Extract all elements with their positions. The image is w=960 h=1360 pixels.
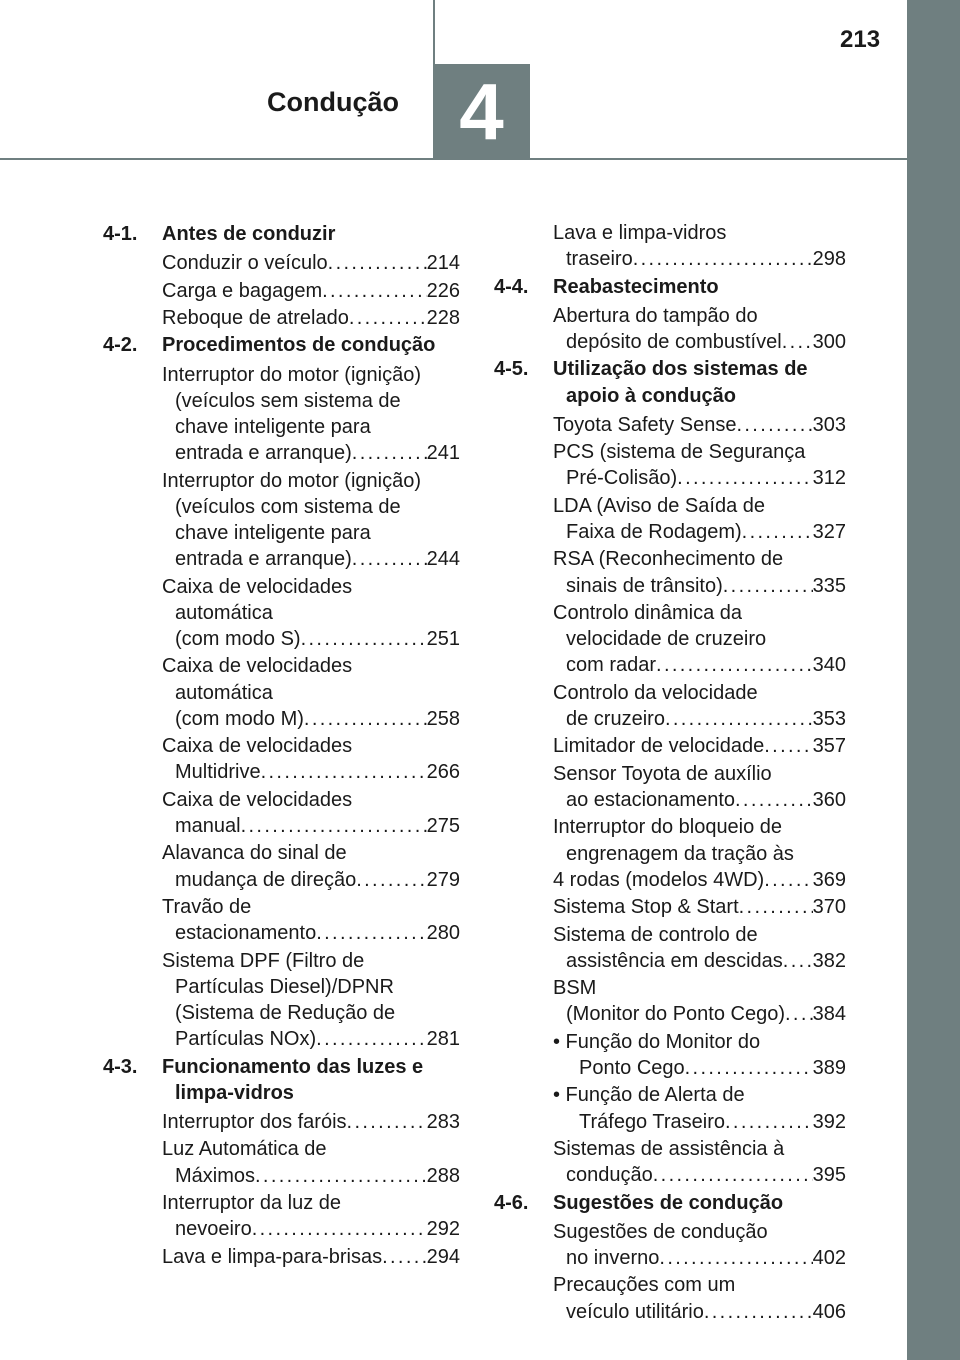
toc-entry[interactable] <box>162 840 460 892</box>
toc-section-heading <box>494 356 846 408</box>
entry-leader-line <box>553 519 846 545</box>
toc-entry[interactable] <box>162 574 460 653</box>
toc-entry[interactable] <box>162 468 460 573</box>
entry-text-line: Sugestões de condução <box>553 1220 768 1243</box>
toc-entry[interactable] <box>162 948 460 1053</box>
entry-text-line: Interruptor do motor (ignição) <box>162 469 422 492</box>
entry-leader-line <box>162 546 460 572</box>
entry-text-line: Sistema DPF (Filtro de <box>162 949 365 972</box>
entry-text-line: entrada e arranque) <box>175 548 352 571</box>
entry-leader-line <box>553 1055 846 1081</box>
toc-entry[interactable] <box>162 1109 460 1135</box>
entry-text-line: (veículos com sistema de <box>175 495 401 518</box>
toc-section-heading <box>494 1190 846 1216</box>
dot-leader <box>349 305 427 331</box>
dot-leader <box>301 626 427 652</box>
page-ref[interactable]: 292 <box>426 1218 460 1241</box>
dot-leader <box>677 465 812 491</box>
dot-leader <box>316 1026 426 1052</box>
entry-text-line: ao estacionamento <box>566 788 736 811</box>
entry-text-line: BSM <box>553 977 597 1000</box>
entry-text-line: Interruptor do motor (ignição) <box>162 363 422 386</box>
entry-leader-line <box>553 948 846 974</box>
entry-leader-line <box>162 813 460 839</box>
section-title <box>162 221 460 247</box>
dot-leader <box>742 519 813 545</box>
page-ref[interactable]: 340 <box>812 654 846 677</box>
entry-text-line: • Função de Alerta de <box>553 1084 745 1107</box>
entry-text-line: Alavanca do sinal de <box>162 842 347 865</box>
toc-entry[interactable] <box>553 412 846 438</box>
entry-leader-line <box>553 706 846 732</box>
entry-leader-line <box>553 1299 846 1325</box>
entry-text-line: Caixa de velocidades <box>162 788 353 811</box>
entry-leader-line <box>553 412 846 438</box>
entry-text-line: traseiro <box>566 248 633 271</box>
entry-text-line: • Função do Monitor do <box>553 1030 761 1053</box>
dot-leader <box>347 1109 427 1135</box>
page-ref[interactable]: 283 <box>426 1110 460 1133</box>
dot-leader <box>659 1245 812 1271</box>
dot-leader <box>261 759 427 785</box>
dot-leader <box>356 867 426 893</box>
entry-leader-line <box>162 1244 460 1270</box>
toc-entry[interactable] <box>162 653 460 732</box>
page-ref[interactable]: 335 <box>812 574 846 597</box>
toc-entry[interactable] <box>162 894 460 946</box>
dot-leader <box>783 948 813 974</box>
entry-text-line: Precauções com um <box>553 1274 736 1297</box>
entry-text-line: Abertura do tampão do <box>553 304 758 327</box>
toc-section-heading <box>494 274 846 300</box>
entry-leader-line <box>553 329 846 355</box>
entry-text-line: manual <box>175 814 241 837</box>
entry-text-line: Sistema de controlo de <box>553 923 758 946</box>
dot-leader <box>764 867 812 893</box>
entry-leader-line <box>553 465 846 491</box>
toc-entry[interactable] <box>553 303 846 355</box>
entry-text-line: Faixa de Rodagem) <box>566 520 742 543</box>
page-ref[interactable]: 241 <box>426 442 460 465</box>
page-ref[interactable]: 266 <box>426 761 460 784</box>
section-number: 4-5. <box>494 358 529 381</box>
entry-leader-line <box>553 652 846 678</box>
entry-text-line: Partículas Diesel)/DPNR <box>175 975 394 998</box>
toc-entry[interactable] <box>553 1272 846 1324</box>
entry-leader-line <box>553 733 846 759</box>
entry-text-line: automática <box>175 601 273 624</box>
toc-entry[interactable] <box>162 250 460 276</box>
entry-text-line: Conduzir o veículo <box>162 252 328 275</box>
toc-column-right <box>494 220 846 1326</box>
entry-text-line: condução <box>566 1164 653 1187</box>
entry-text-line: 4 rodas (modelos 4WD) <box>553 868 765 891</box>
entry-leader-line <box>162 1216 460 1242</box>
section-title <box>162 332 460 358</box>
toc-entry[interactable] <box>553 439 846 491</box>
page-ref[interactable]: 280 <box>426 922 460 945</box>
entry-text-line: Toyota Safety Sense <box>553 413 737 436</box>
section-number: 4-4. <box>494 275 529 298</box>
header-divider-vertical <box>433 0 435 66</box>
entry-text-line: (com modo S) <box>175 627 301 650</box>
entry-text-line: Controlo dinâmica da <box>553 601 742 624</box>
entry-text-line: com radar <box>566 654 657 677</box>
toc-entry[interactable] <box>553 922 846 974</box>
dot-leader <box>785 1001 813 1027</box>
dot-leader <box>665 706 813 732</box>
dot-leader <box>739 894 813 920</box>
toc-entry[interactable] <box>162 787 460 839</box>
dot-leader <box>653 1162 813 1188</box>
dot-leader <box>352 440 427 466</box>
page-ref[interactable]: 357 <box>812 735 846 758</box>
entry-leader-line <box>553 1162 846 1188</box>
chapter-number-box: 4 <box>433 64 530 160</box>
entry-text-line: Pré-Colisão) <box>566 467 678 490</box>
entry-text-line: Luz Automática de <box>162 1138 327 1161</box>
entry-leader-line <box>162 626 460 652</box>
section-number: 4-6. <box>494 1191 529 1214</box>
page-ref[interactable]: 298 <box>812 248 846 271</box>
entry-text-line: (com modo M) <box>175 707 304 730</box>
section-title-line: Sugestões de condução <box>553 1191 784 1214</box>
section-title-line: Utilização dos sistemas de <box>553 358 808 381</box>
entry-text-line: Interruptor do bloqueio de <box>553 816 783 839</box>
toc-entry[interactable] <box>553 680 846 732</box>
toc-entry[interactable] <box>553 1136 846 1188</box>
entry-text-line: (Sistema de Redução de <box>175 1001 396 1024</box>
dot-leader <box>633 246 813 272</box>
entry-text-line: de cruzeiro <box>566 707 665 730</box>
dot-leader <box>736 412 812 438</box>
dot-leader <box>252 1216 427 1242</box>
page-ref[interactable]: 312 <box>812 467 846 490</box>
entry-leader-line <box>162 920 460 946</box>
entry-leader-line <box>553 787 846 813</box>
section-title <box>553 274 846 300</box>
entry-text-line: Caixa de velocidades <box>162 575 353 598</box>
section-number: 4-2. <box>103 334 138 357</box>
entry-text-line: Partículas NOx) <box>175 1028 317 1051</box>
page-ref[interactable]: 228 <box>426 306 460 329</box>
entry-text-line: engrenagem da tração às <box>566 842 794 865</box>
entry-text-line: (veículos sem sistema de <box>175 389 401 412</box>
dot-leader <box>725 1109 813 1135</box>
page-ref[interactable]: 226 <box>426 279 460 302</box>
entry-text-line: Máximos <box>175 1164 256 1187</box>
page-ref[interactable]: 288 <box>426 1164 460 1187</box>
entry-leader-line <box>553 1245 846 1271</box>
section-title-line: Antes de conduzir <box>162 223 336 245</box>
dot-leader <box>764 733 812 759</box>
entry-text-line: veículo utilitário <box>566 1300 704 1323</box>
section-title-line: Procedimentos de condução <box>162 334 436 357</box>
entry-leader-line <box>553 573 846 599</box>
page-ref[interactable]: 384 <box>812 1003 846 1026</box>
entry-leader-line <box>162 278 460 304</box>
dot-leader <box>322 278 427 304</box>
dot-leader <box>685 1055 813 1081</box>
entry-leader-line <box>162 1163 460 1189</box>
entry-text-line: Multidrive <box>175 761 261 784</box>
toc-entry[interactable] <box>162 305 460 331</box>
page-ref[interactable]: 251 <box>426 627 460 650</box>
section-title-line: apoio à condução <box>566 384 737 407</box>
toc-section-heading <box>103 1054 460 1106</box>
entry-text-line: chave inteligente para <box>175 415 371 438</box>
page-ref[interactable]: 360 <box>812 788 846 811</box>
entry-text-line: Interruptor dos faróis <box>162 1110 347 1133</box>
toc-entry[interactable] <box>162 362 460 467</box>
page-ref[interactable]: 406 <box>812 1300 846 1323</box>
dot-leader <box>656 652 813 678</box>
page-ref[interactable]: 389 <box>812 1056 846 1079</box>
entry-leader-line <box>162 250 460 276</box>
entry-text-line: Controlo da velocidade <box>553 681 758 704</box>
section-title <box>162 1054 460 1106</box>
entry-text-line: Lava e limpa-para-brisas <box>162 1245 383 1268</box>
entry-leader-line <box>162 759 460 785</box>
toc-entry[interactable] <box>162 733 460 785</box>
page-ref[interactable]: 382 <box>812 949 846 972</box>
entry-text-line: RSA (Reconhecimento de <box>553 548 784 571</box>
toc-column-left <box>103 220 460 1271</box>
dot-leader <box>304 706 427 732</box>
side-tab-band <box>907 0 960 1360</box>
entry-text-line: mudança de direção <box>175 868 357 891</box>
page-ref[interactable]: 214 <box>426 252 460 275</box>
entry-text-line: Ponto Cego <box>579 1056 685 1079</box>
toc-entry[interactable] <box>553 600 846 679</box>
toc-entry[interactable] <box>553 1219 846 1271</box>
toc-entry[interactable] <box>553 220 846 272</box>
page-ref[interactable]: 369 <box>812 868 846 891</box>
entry-text-line: depósito de combustível <box>566 331 782 353</box>
entry-text-line: assistência em descidas <box>566 949 783 972</box>
toc-entry[interactable] <box>553 493 846 545</box>
entry-text-line: Carga e bagagem <box>162 279 323 302</box>
dot-leader <box>723 573 813 599</box>
toc-entry[interactable] <box>162 1244 460 1270</box>
entry-text-line: Lava e limpa-vidros <box>553 222 727 244</box>
toc-entry[interactable] <box>553 761 846 813</box>
entry-text-line: estacionamento <box>175 922 317 945</box>
section-title <box>553 1190 846 1216</box>
section-title-line: Funcionamento das luzes e <box>162 1055 424 1078</box>
entry-text-line: velocidade de cruzeiro <box>566 628 767 651</box>
entry-text-line: Reboque de atrelado <box>162 306 349 329</box>
page-ref[interactable]: 294 <box>426 1245 460 1268</box>
toc-section-heading <box>103 221 460 247</box>
toc-entry[interactable] <box>553 975 846 1027</box>
page-ref[interactable]: 353 <box>812 707 846 730</box>
dot-leader <box>782 329 813 355</box>
dot-leader <box>328 250 427 276</box>
page-number: 213 <box>840 26 881 53</box>
page-ref[interactable]: 275 <box>426 814 460 837</box>
dot-leader <box>704 1299 813 1325</box>
section-number: 4-3. <box>103 1055 138 1078</box>
entry-leader-line <box>162 706 460 732</box>
page-ref[interactable]: 281 <box>426 1028 460 1051</box>
toc-entry[interactable] <box>553 894 846 920</box>
entry-text-line: chave inteligente para <box>175 521 371 544</box>
section-number: 4-1. <box>103 223 138 245</box>
page-ref[interactable]: 244 <box>426 548 460 571</box>
entry-text-line: Sistemas de assistência à <box>553 1137 785 1160</box>
entry-leader-line <box>553 867 846 893</box>
entry-text-line: Sistema Stop & Start <box>553 896 739 919</box>
page-ref[interactable]: 395 <box>812 1164 846 1187</box>
entry-leader-line <box>162 1109 460 1135</box>
entry-leader-line <box>162 867 460 893</box>
entry-text-line: automática <box>175 681 273 704</box>
page-ref[interactable]: 303 <box>812 413 846 436</box>
entry-text-line: nevoeiro <box>175 1218 252 1241</box>
entry-text-line: Sensor Toyota de auxílio <box>553 762 772 785</box>
toc-entry[interactable] <box>553 733 846 759</box>
entry-text-line: Tráfego Traseiro <box>579 1110 725 1133</box>
toc-subentry[interactable] <box>553 1029 846 1081</box>
dot-leader <box>255 1163 427 1189</box>
dot-leader <box>241 813 427 839</box>
chapter-title: Condução <box>267 87 399 117</box>
entry-text-line: Caixa de velocidades <box>162 735 353 758</box>
entry-leader-line <box>162 1026 460 1052</box>
section-title-line: Reabastecimento <box>553 275 719 298</box>
page-ref[interactable]: 327 <box>812 520 846 543</box>
entry-text-line: Limitador de velocidade <box>553 735 765 758</box>
entry-leader-line <box>553 1001 846 1027</box>
entry-text-line: PCS (sistema de Segurança <box>553 441 806 464</box>
entry-leader-line <box>553 246 846 272</box>
entry-leader-line <box>553 894 846 920</box>
section-title <box>553 356 846 408</box>
dot-leader <box>735 787 813 813</box>
toc-entry[interactable] <box>162 1190 460 1242</box>
toc-entry[interactable] <box>553 546 846 598</box>
entry-text-line: no inverno <box>566 1246 660 1269</box>
page-ref[interactable]: 402 <box>812 1246 846 1269</box>
entry-leader-line <box>162 440 460 466</box>
entry-leader-line <box>162 305 460 331</box>
page-ref[interactable]: 370 <box>812 896 846 919</box>
dot-leader <box>382 1244 427 1270</box>
toc-entry[interactable] <box>162 1136 460 1188</box>
page-ref[interactable]: 258 <box>426 707 460 730</box>
page-ref[interactable]: 392 <box>812 1110 846 1133</box>
page-ref[interactable]: 279 <box>426 868 460 891</box>
dot-leader <box>352 546 427 572</box>
entry-text-line: sinais de trânsito) <box>566 574 723 597</box>
toc-section-heading <box>103 332 460 358</box>
toc-subentry[interactable] <box>553 1082 846 1134</box>
section-title-line: limpa-vidros <box>175 1081 294 1104</box>
entry-text-line: (Monitor do Ponto Cego) <box>566 1003 786 1026</box>
entry-text-line: Caixa de velocidades <box>162 655 353 678</box>
entry-text-line: entrada e arranque) <box>175 442 352 465</box>
toc-entry[interactable] <box>162 278 460 304</box>
page-ref[interactable]: 300 <box>812 331 846 353</box>
dot-leader <box>316 920 426 946</box>
entry-text-line: Travão de <box>162 895 252 918</box>
entry-text-line: Interruptor da luz de <box>162 1191 341 1214</box>
toc-entry[interactable] <box>553 814 846 893</box>
entry-text-line: LDA (Aviso de Saída de <box>553 494 765 517</box>
entry-leader-line <box>553 1109 846 1135</box>
